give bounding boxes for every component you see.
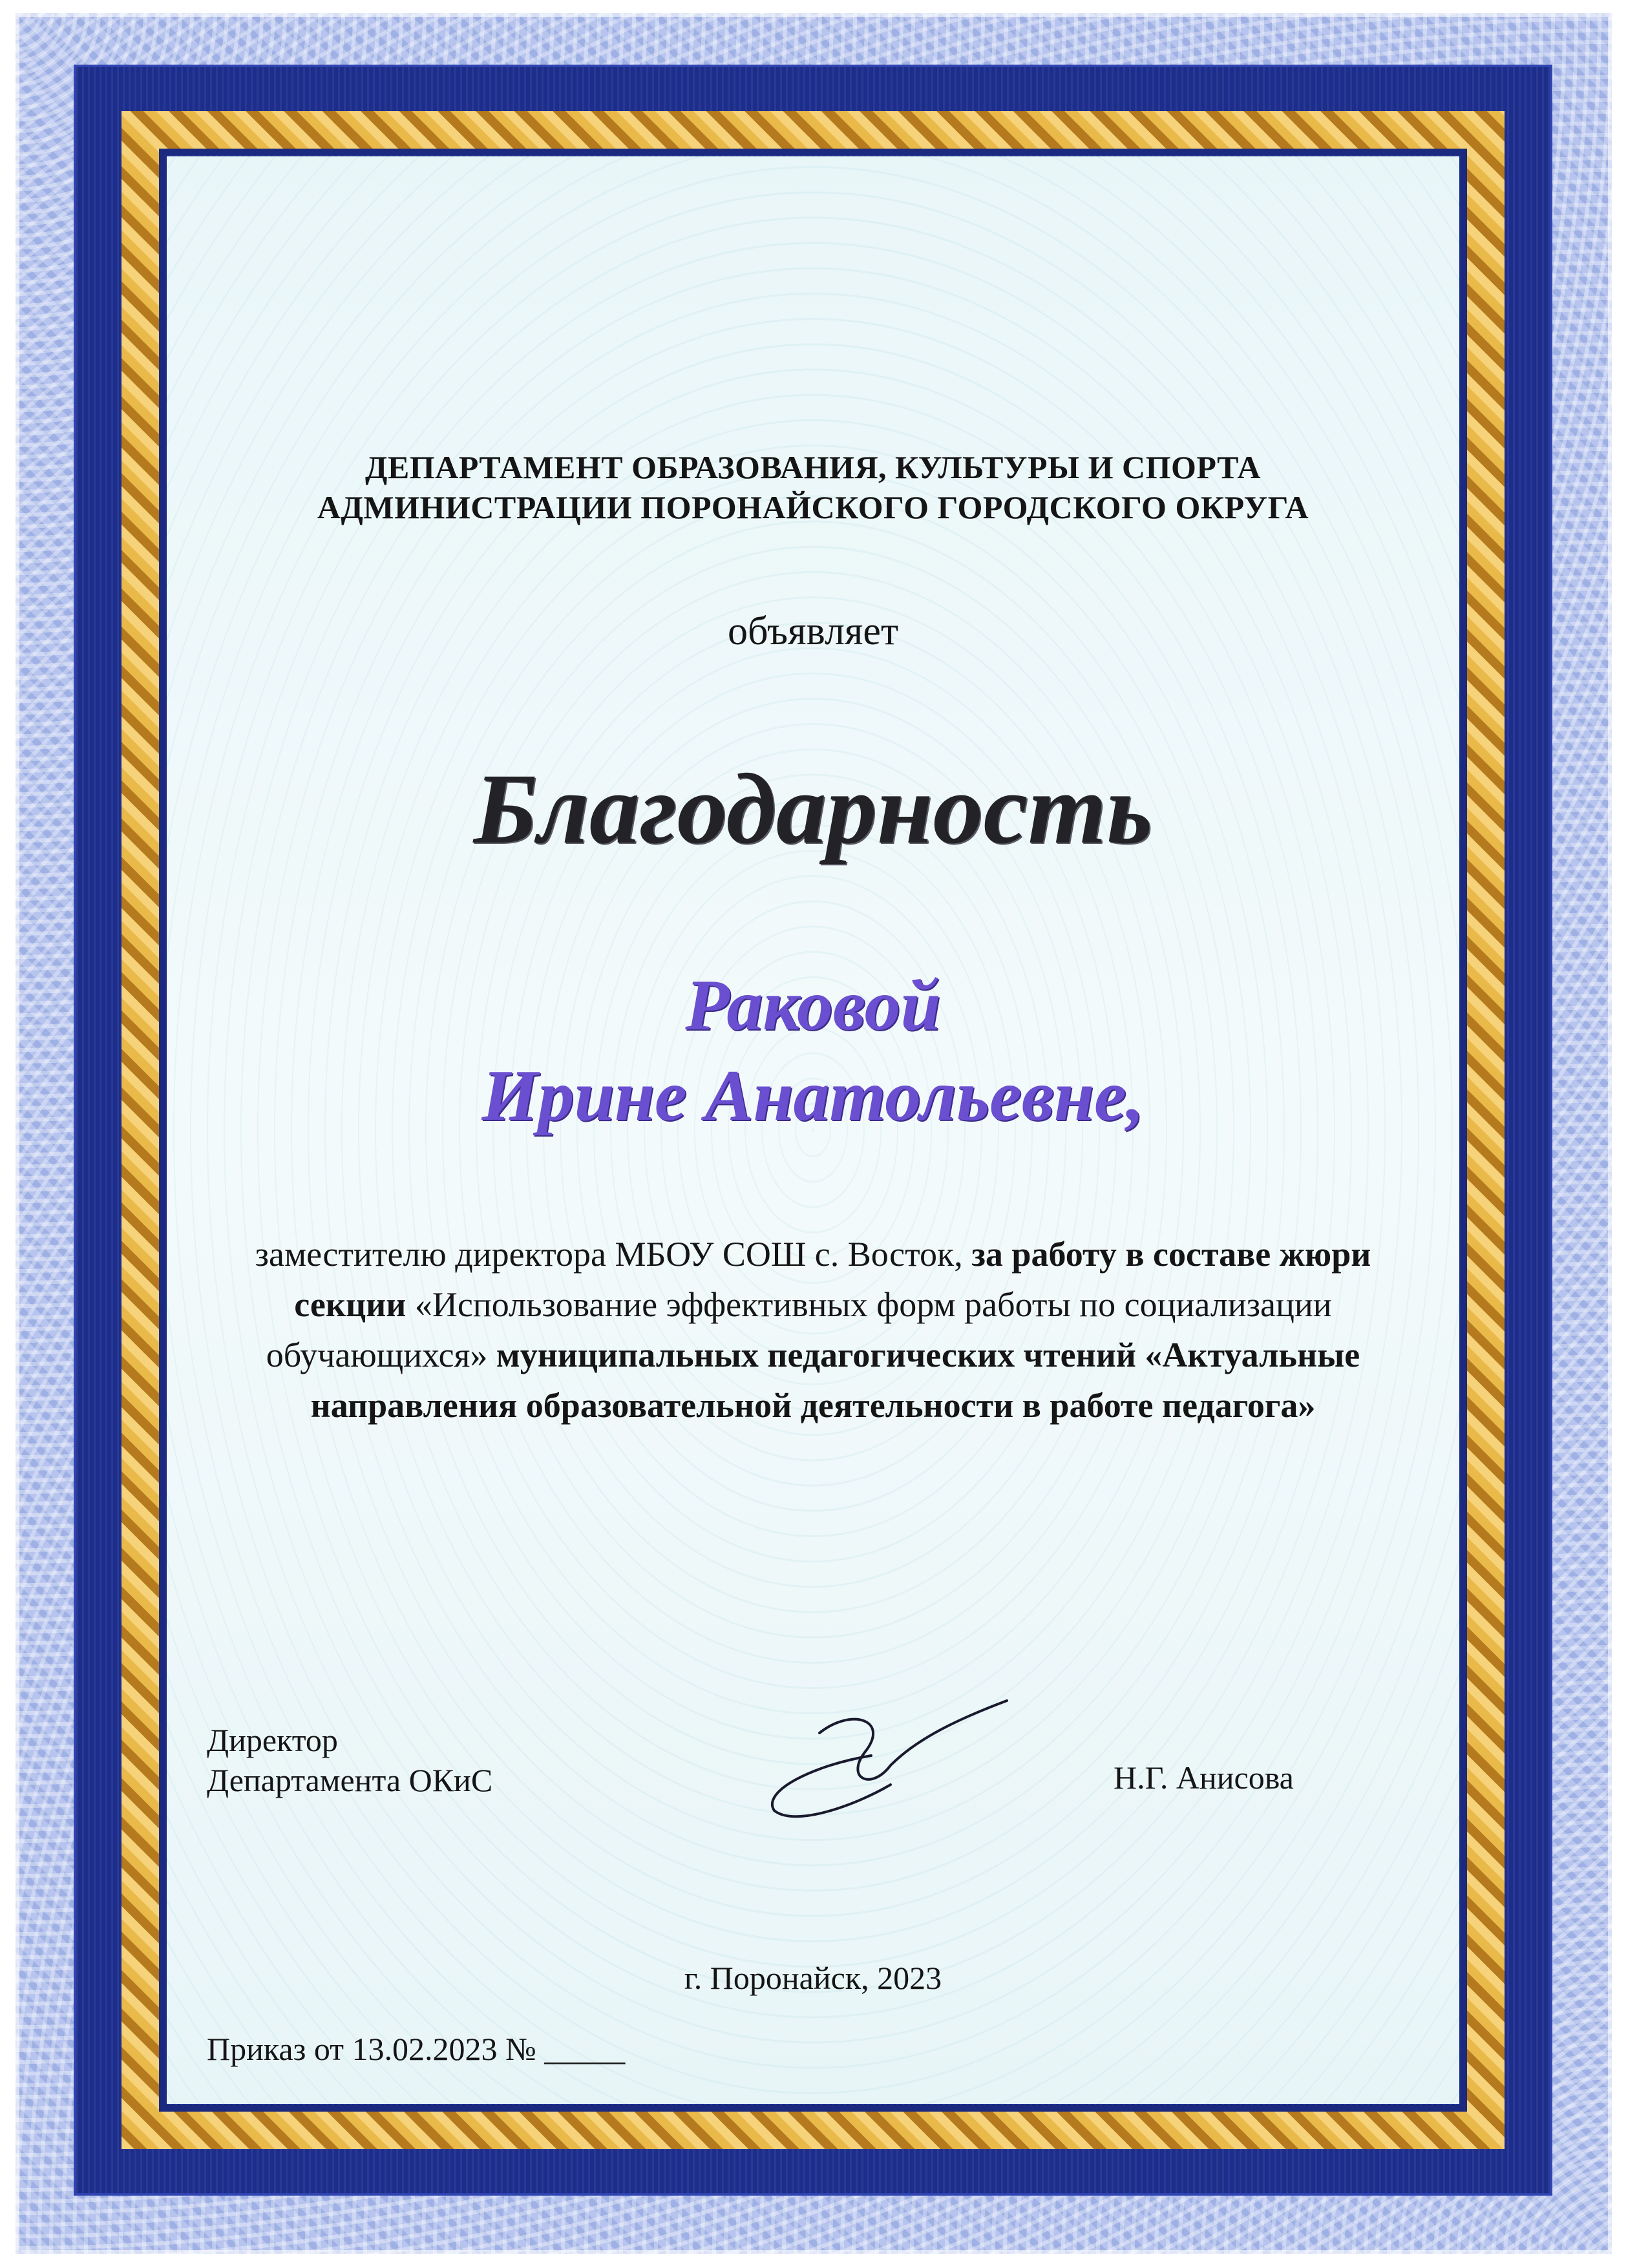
signatory-name: Н.Г. Анисова	[1114, 1759, 1294, 1796]
certificate-body	[225, 1229, 1401, 1431]
department-line-1: ДЕПАРТАМЕНТ ОБРАЗОВАНИЯ, КУЛЬТУРЫ И СПОРТА	[364, 449, 1262, 485]
signatory-title-line-1: Директор	[207, 1722, 338, 1758]
signatory-title	[207, 1720, 492, 1800]
city-year: г. Поронайск, 2023	[684, 1960, 942, 1996]
body-part-1: заместителю директора МБОУ СОШ с. Восток,	[255, 1235, 972, 1274]
certificate-title: Благодарность	[473, 753, 1153, 865]
announces-text: объявляет	[727, 609, 899, 653]
body-part-4: муниципальных педагогических чтений «Актуальные направления образовательной деятельности в работе педагога»	[310, 1336, 1360, 1425]
order-reference: Приказ от 13.02.2023 № _____	[207, 2031, 626, 2067]
recipient-name: Ирине Анатольевне,	[481, 1056, 1145, 1136]
recipient-surname: Раковой	[685, 965, 941, 1045]
body-part-3: «Использование эффективных форм работы по социализации обучающихся»	[266, 1285, 1332, 1374]
signatory-title-line-2: Департамента ОКиС	[207, 1762, 493, 1798]
body-part-2: за работу в составе жюри секции	[294, 1235, 1371, 1324]
department-heading	[167, 447, 1459, 527]
handwritten-signature	[723, 1694, 1033, 1823]
certificate-paper	[167, 156, 1459, 2104]
department-line-2: АДМИНИСТРАЦИИ ПОРОНАЙСКОГО ГОРОДСКОГО ОКРУГА	[317, 489, 1309, 525]
